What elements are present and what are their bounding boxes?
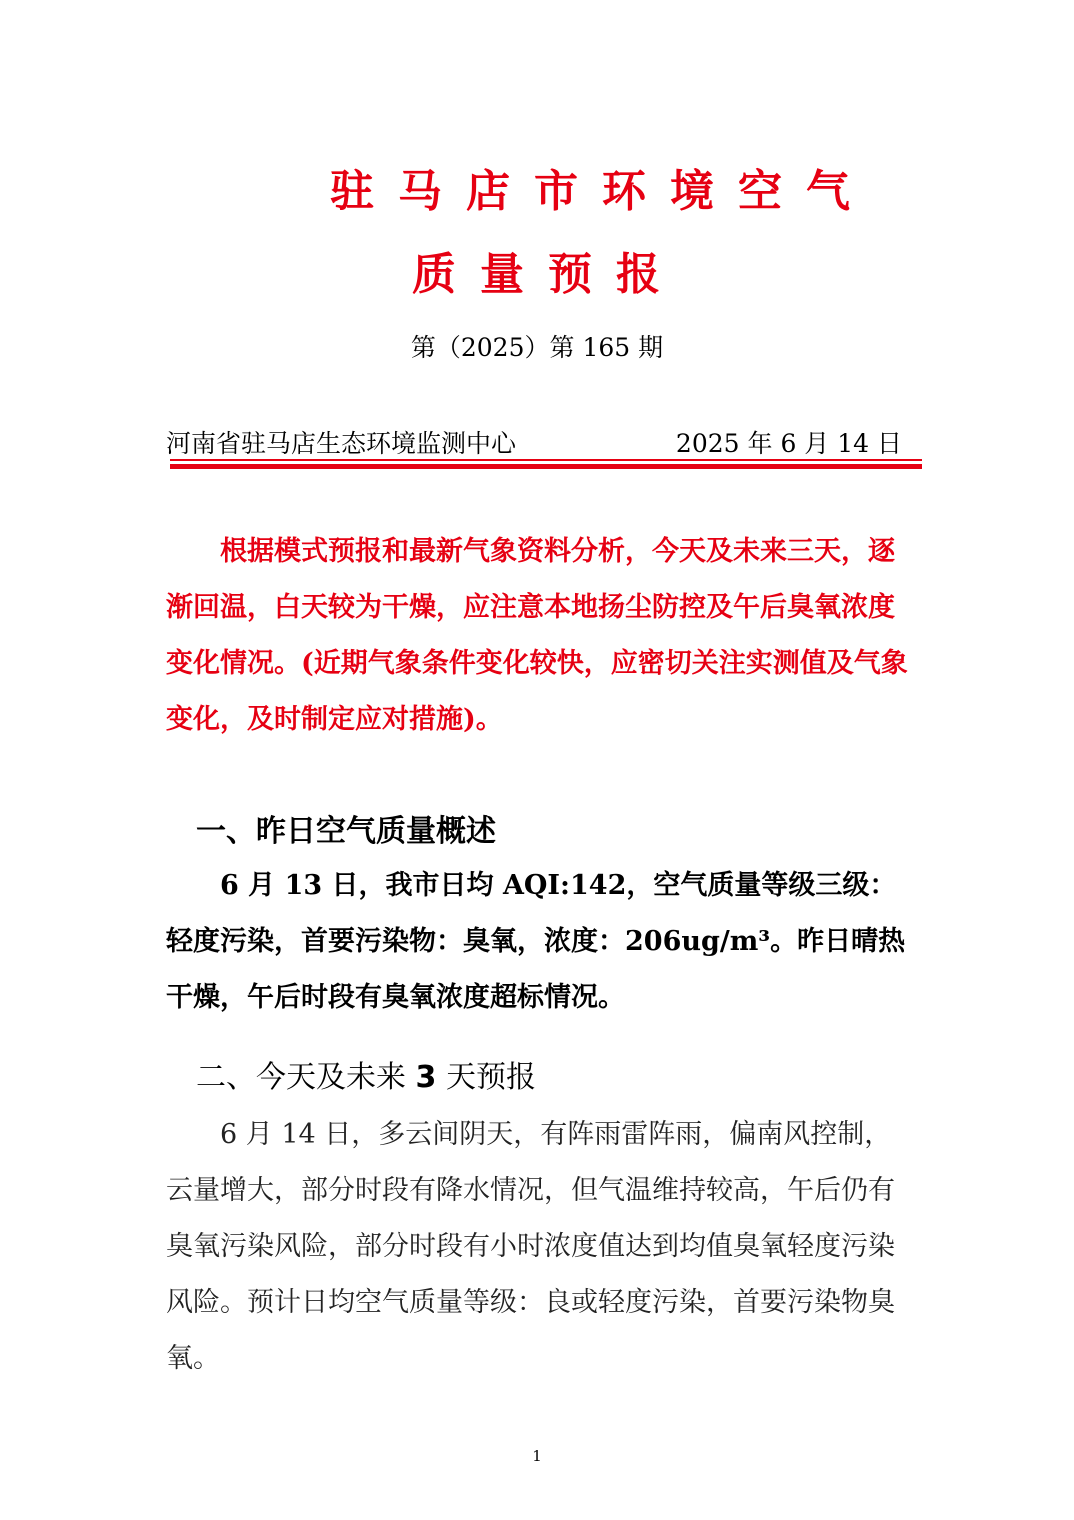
forecast-notice: 根据模式预报和最新气象资料分析，今天及未来三天，逐渐回温，白天较为干燥，应注意本地扬尘防控及午后臭氧浓度变化情况。(近期气象条件变化较快，应密切关注实测值及气象变化，及时制定应对措施)。	[166, 536, 908, 735]
page-number: 1	[532, 1447, 542, 1465]
section-2-heading-suffix: 天预报	[436, 1060, 536, 1095]
section-2-heading-prefix: 二、今天及未来	[196, 1060, 416, 1095]
section-2-body: 6 月 14 日，多云间阴天，有阵雨雷阵雨，偏南风控制，云量增大，部分时段有降水情况，但气温维持较高，午后仍有臭氧污染风险，部分时段有小时浓度值达到均值臭氧轻度污染风险。预计日均空气质量等级：良或轻度污染，首要污染物臭氧。	[166, 1119, 895, 1374]
section-2-heading-number: 3	[415, 1060, 437, 1095]
section-1-body: 6 月 13 日，我市日均 AQI:142，空气质量等级三级：轻度污染，首要污染物：臭氧，浓度：206ug/m³。昨日晴热干燥，午后时段有臭氧浓度超标情况。	[166, 870, 906, 1013]
header-rule-thick	[170, 464, 922, 469]
title-line-2: 质量预报	[412, 249, 684, 300]
section-2-heading	[196, 1052, 536, 1096]
header-rule-thin	[170, 459, 922, 461]
issue-number: 第（2025）第 165 期	[410, 333, 664, 362]
issue-date: 2025 年 6 月 14 日	[675, 429, 902, 458]
title-line-1: 驻马店市环境空气	[330, 166, 874, 217]
section-1-heading: 一、昨日空气质量概述	[196, 814, 496, 849]
issuing-organization: 河南省驻马店生态环境监测中心	[166, 429, 517, 458]
